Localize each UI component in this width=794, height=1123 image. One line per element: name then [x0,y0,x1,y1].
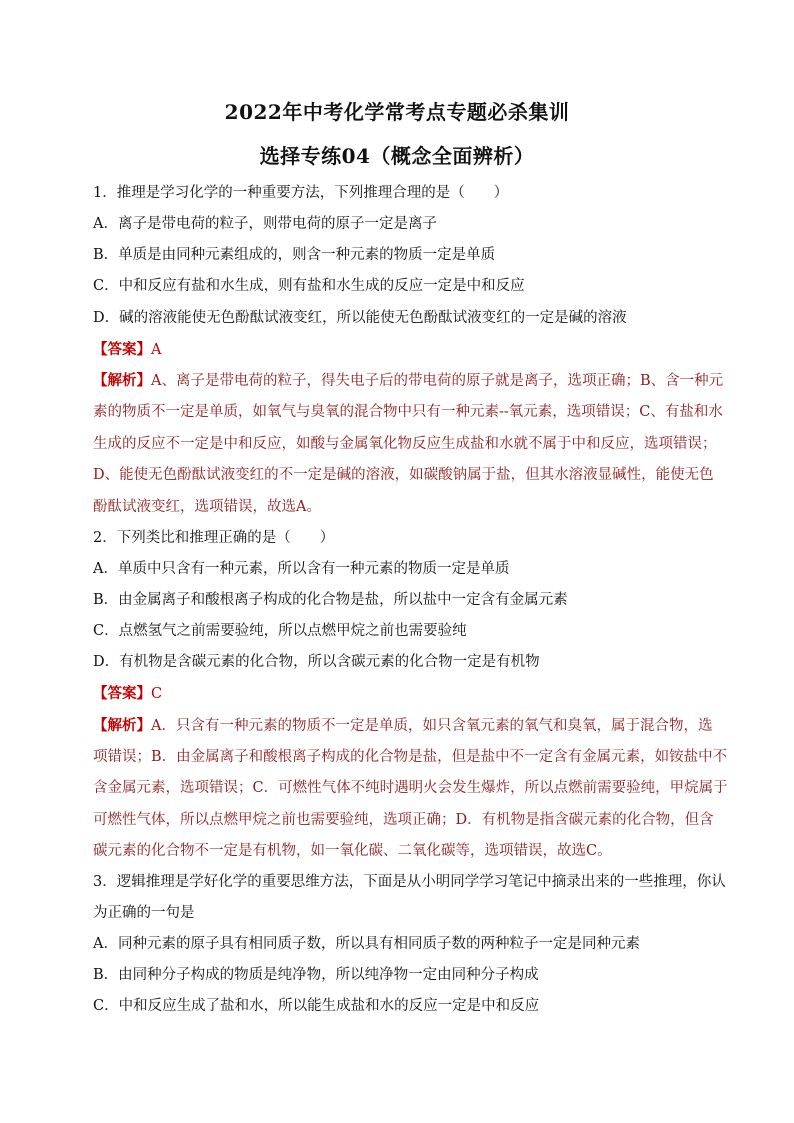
question-1-explanation-line [93,371,724,391]
question-3-option-b: B．由同种分子构成的物质是纯净物，所以纯净物一定由同种分子构成 [93,967,539,983]
question-2-explanation-line: 含金属元素，选项错误；C．可燃性气体不纯时遇明火会发生爆炸，所以点燃前需要验纯，甲烷属于 [93,780,728,796]
explanation-text: A．只含有一种元素的物质不一定是单质，如只含氧元素的氧气和臭氧，属于混合物，选 [151,718,713,734]
question-3-stem: 为正确的一句是 [93,905,195,921]
question-1-explanation-line: 生成的反应不一定是中和反应，如酸与金属氧化物反应生成盐和水就不属于中和反应，选项错误； [93,436,717,452]
explanation-tag: 【解析】 [93,372,151,389]
explanation-tag: 【解析】 [93,717,151,734]
question-1-stem: 1．推理是学习化学的一种重要方法，下列推理合理的是（ ） [93,185,509,201]
question-1-explanation-line: 酚酞试液变红，选项错误，故选A。 [93,499,321,515]
question-2-explanation-line [93,716,713,736]
question-1-answer [93,340,705,360]
question-3-option-a: A．同种元素的原子具有相同质子数，所以具有相同质子数的两种粒子一定是同种元素 [93,936,640,952]
question-3-option-c: C．中和反应生成了盐和水，所以能生成盐和水的反应一定是中和反应 [93,998,540,1014]
question-2-explanation-line: 项错误；B．由金属离子和酸根离子构成的化合物是盐，但是盐中不一定含有金属元素，如铵盐中不 [93,749,728,765]
answer-tag: 【答案】 [93,341,151,358]
question-1-explanation-line: 素的物质不一定是单质，如氧气与臭氧的混合物中只有一种元素--氧元素，选项错误；C、有盐和水 [93,404,723,420]
question-2-explanation-line: 可燃性气体，所以点燃甲烷之前也需要验纯，选项正确；D．有机物是指含碳元素的化合物，但含 [93,812,714,828]
explanation-text: A、离子是带电荷的粒子，得失电子后的带电荷的原子就是离子，选项正确；B、含一种元 [151,373,724,389]
question-2-option-b: B．由金属离子和酸根离子构成的化合物是盐，所以盐中一定含有金属元素 [93,592,568,608]
answer-value: A [151,342,162,358]
document-title: 2022年中考化学常考点专题必杀集训 [224,100,570,124]
question-2-option-a: A．单质中只含有一种元素，所以含有一种元素的物质一定是单质 [93,561,510,577]
question-1-option-a: A．离子是带电荷的粒子，则带电荷的原子一定是离子 [93,216,437,232]
question-1-explanation-line: D、能使无色酚酞试液变红的不一定是碱的溶液，如碳酸钠属于盐，但其水溶液显碱性，能使无色 [93,467,714,483]
question-1-option-b: B．单质是由同种元素组成的，则含一种元素的物质一定是单质 [93,247,496,263]
question-2-option-c: C．点燃氢气之前需要验纯，所以点燃甲烷之前也需要验纯 [93,623,467,639]
question-2-option-d: D．有机物是含碳元素的化合物，所以含碳元素的化合物一定是有机物 [93,654,540,670]
document-subtitle: 选择专练04（概念全面辨析） [259,144,535,168]
question-2-explanation-line: 碳元素的化合物不一定是有机物，如一氧化碳、二氧化碳等，选项错误，故选C。 [93,843,612,859]
answer-tag: 【答案】 [93,685,151,702]
question-3-stem: 3．逻辑推理是学好化学的重要思维方法，下面是从小明同学学习笔记中摘录出来的一些推理，你认 [93,874,726,890]
answer-value: C [151,686,163,702]
question-2-answer [93,684,705,704]
question-2-stem: 2．下列类比和推理正确的是（ ） [93,530,335,546]
question-1-option-c: C．中和反应有盐和水生成，则有盐和水生成的反应一定是中和反应 [93,278,525,294]
question-1-option-d: D．碱的溶液能使无色酚酞试液变红，所以能使无色酚酞试液变红的一定是碱的溶液 [93,310,627,326]
